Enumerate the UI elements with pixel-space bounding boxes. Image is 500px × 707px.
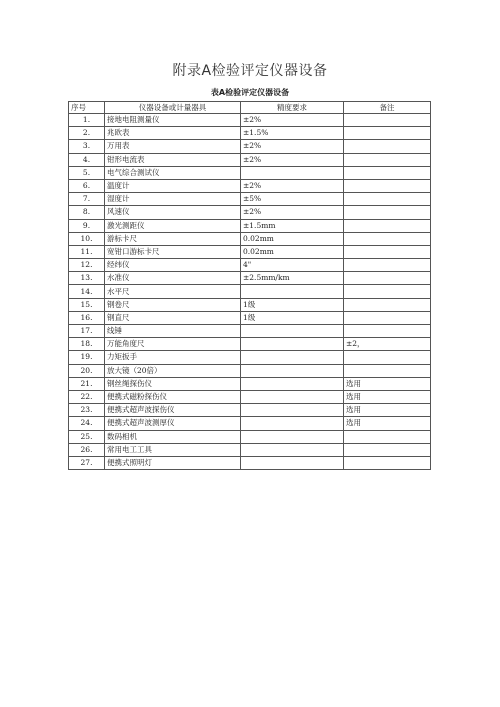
serial-number-cell: 5. xyxy=(69,166,105,179)
serial-number-cell: 11. xyxy=(69,245,105,258)
note-cell xyxy=(344,140,431,153)
precision-cell: 0.02mm xyxy=(241,232,344,245)
equipment-table xyxy=(68,101,431,470)
note-cell xyxy=(344,114,431,127)
instrument-name-cell: 放大镜（20倍） xyxy=(105,364,241,377)
table-row xyxy=(69,325,431,338)
table-row xyxy=(69,114,431,127)
instrument-name-cell: 万能角度尺 xyxy=(105,338,241,351)
note-cell xyxy=(344,311,431,324)
table-row xyxy=(69,245,431,258)
header-precision: 精度要求 xyxy=(241,102,344,114)
table-row xyxy=(69,272,431,285)
instrument-name-cell: 钢直尺 xyxy=(105,311,241,324)
table-row xyxy=(69,285,431,298)
table-row xyxy=(69,377,431,390)
table-header-row xyxy=(69,102,431,114)
note-cell xyxy=(344,430,431,443)
precision-cell xyxy=(241,377,344,390)
serial-number-cell: 18. xyxy=(69,338,105,351)
instrument-name-cell: 万用表 xyxy=(105,140,241,153)
note-cell xyxy=(344,456,431,469)
instrument-name-cell: 电气综合测试仪 xyxy=(105,166,241,179)
note-cell xyxy=(344,364,431,377)
precision-cell: 4" xyxy=(241,259,344,272)
serial-number-cell: 8. xyxy=(69,206,105,219)
instrument-name-cell: 常用电工工具 xyxy=(105,443,241,456)
instrument-name-cell: 水平尺 xyxy=(105,285,241,298)
serial-number-cell: 27. xyxy=(69,456,105,469)
instrument-name-cell: 钢卷尺 xyxy=(105,298,241,311)
serial-number-cell: 17. xyxy=(69,325,105,338)
instrument-name-cell: 便携式照明灯 xyxy=(105,456,241,469)
table-body xyxy=(69,114,431,470)
table-row xyxy=(69,153,431,166)
instrument-name-cell: 兆欧表 xyxy=(105,127,241,140)
serial-number-cell: 21. xyxy=(69,377,105,390)
serial-number-cell: 6. xyxy=(69,179,105,192)
precision-cell: ±1.5mm xyxy=(241,219,344,232)
precision-cell xyxy=(241,390,344,403)
instrument-name-cell: 钢丝绳探伤仪 xyxy=(105,377,241,390)
note-cell xyxy=(344,206,431,219)
serial-number-cell: 10. xyxy=(69,232,105,245)
table-row xyxy=(69,364,431,377)
precision-cell: ±2% xyxy=(241,206,344,219)
precision-cell xyxy=(241,443,344,456)
note-cell xyxy=(344,193,431,206)
table-row xyxy=(69,417,431,430)
table-row xyxy=(69,166,431,179)
serial-number-cell: 24. xyxy=(69,417,105,430)
instrument-name-cell: 激光测距仪 xyxy=(105,219,241,232)
precision-cell: ±2% xyxy=(241,140,344,153)
table-row xyxy=(69,443,431,456)
precision-cell: ±1.5% xyxy=(241,127,344,140)
serial-number-cell: 14. xyxy=(69,285,105,298)
serial-number-cell: 19. xyxy=(69,351,105,364)
serial-number-cell: 12. xyxy=(69,259,105,272)
note-cell xyxy=(344,166,431,179)
table-row xyxy=(69,298,431,311)
header-serial-number: 序号 xyxy=(69,102,105,114)
instrument-name-cell: 力矩扳手 xyxy=(105,351,241,364)
note-cell xyxy=(344,259,431,272)
instrument-name-cell: 经纬仪 xyxy=(105,259,241,272)
serial-number-cell: 25. xyxy=(69,430,105,443)
table-row xyxy=(69,338,431,351)
serial-number-cell: 2. xyxy=(69,127,105,140)
serial-number-cell: 22. xyxy=(69,390,105,403)
note-cell: 选用 xyxy=(344,377,431,390)
note-cell xyxy=(344,272,431,285)
precision-cell: 0.02mm xyxy=(241,245,344,258)
table-row xyxy=(69,259,431,272)
precision-cell xyxy=(241,338,344,351)
table-row xyxy=(69,193,431,206)
instrument-name-cell: 水准仪 xyxy=(105,272,241,285)
page-title: 附录A检验评定仪器设备 xyxy=(172,63,328,79)
note-cell xyxy=(344,153,431,166)
serial-number-cell: 13. xyxy=(69,272,105,285)
instrument-name-cell: 便携式超声波测厚仪 xyxy=(105,417,241,430)
serial-number-cell: 9. xyxy=(69,219,105,232)
serial-number-cell: 7. xyxy=(69,193,105,206)
precision-cell xyxy=(241,285,344,298)
table-row xyxy=(69,311,431,324)
note-cell xyxy=(344,219,431,232)
instrument-name-cell: 数码相机 xyxy=(105,430,241,443)
instrument-name-cell: 游标卡尺 xyxy=(105,232,241,245)
precision-cell xyxy=(241,166,344,179)
table-row xyxy=(69,404,431,417)
note-cell xyxy=(344,325,431,338)
precision-cell: ±2% xyxy=(241,153,344,166)
serial-number-cell: 15. xyxy=(69,298,105,311)
note-cell xyxy=(344,232,431,245)
table-row xyxy=(69,206,431,219)
precision-cell xyxy=(241,351,344,364)
instrument-name-cell: 钳形电流表 xyxy=(105,153,241,166)
instrument-name-cell: 湿度计 xyxy=(105,193,241,206)
precision-cell: ±5% xyxy=(241,193,344,206)
note-cell: ±2， xyxy=(344,338,431,351)
table-caption: 表A检验评定仪器设备 xyxy=(210,88,290,97)
precision-cell xyxy=(241,456,344,469)
header-instrument-name: 仪器设备或计量器具 xyxy=(105,102,241,114)
table-row xyxy=(69,456,431,469)
note-cell: 选用 xyxy=(344,417,431,430)
note-cell xyxy=(344,127,431,140)
note-cell xyxy=(344,443,431,456)
table-row xyxy=(69,390,431,403)
serial-number-cell: 26. xyxy=(69,443,105,456)
instrument-name-cell: 温度计 xyxy=(105,179,241,192)
note-cell xyxy=(344,179,431,192)
note-cell xyxy=(344,351,431,364)
table-row xyxy=(69,140,431,153)
note-cell xyxy=(344,285,431,298)
serial-number-cell: 3. xyxy=(69,140,105,153)
precision-cell xyxy=(241,364,344,377)
table-row xyxy=(69,179,431,192)
instrument-name-cell: 接地电阻测量仪 xyxy=(105,114,241,127)
note-cell xyxy=(344,298,431,311)
table-row xyxy=(69,127,431,140)
instrument-name-cell: 线锤 xyxy=(105,325,241,338)
table-row xyxy=(69,351,431,364)
precision-cell xyxy=(241,404,344,417)
note-cell: 选用 xyxy=(344,404,431,417)
instrument-name-cell: 便携式磁粉探伤仪 xyxy=(105,390,241,403)
precision-cell: 1级 xyxy=(241,298,344,311)
serial-number-cell: 20. xyxy=(69,364,105,377)
serial-number-cell: 4. xyxy=(69,153,105,166)
precision-cell: 1级 xyxy=(241,311,344,324)
note-cell: 选用 xyxy=(344,390,431,403)
precision-cell: ±2% xyxy=(241,179,344,192)
table-row xyxy=(69,232,431,245)
precision-cell: ±2.5mm/km xyxy=(241,272,344,285)
header-note: 备注 xyxy=(344,102,431,114)
serial-number-cell: 1. xyxy=(69,114,105,127)
note-cell xyxy=(344,245,431,258)
precision-cell: ±2% xyxy=(241,114,344,127)
serial-number-cell: 16. xyxy=(69,311,105,324)
precision-cell xyxy=(241,430,344,443)
table-row xyxy=(69,219,431,232)
instrument-name-cell: 宽钳口游标卡尺 xyxy=(105,245,241,258)
serial-number-cell: 23. xyxy=(69,404,105,417)
instrument-name-cell: 便携式超声波探伤仪 xyxy=(105,404,241,417)
precision-cell xyxy=(241,325,344,338)
precision-cell xyxy=(241,417,344,430)
table-row xyxy=(69,430,431,443)
instrument-name-cell: 风速仪 xyxy=(105,206,241,219)
